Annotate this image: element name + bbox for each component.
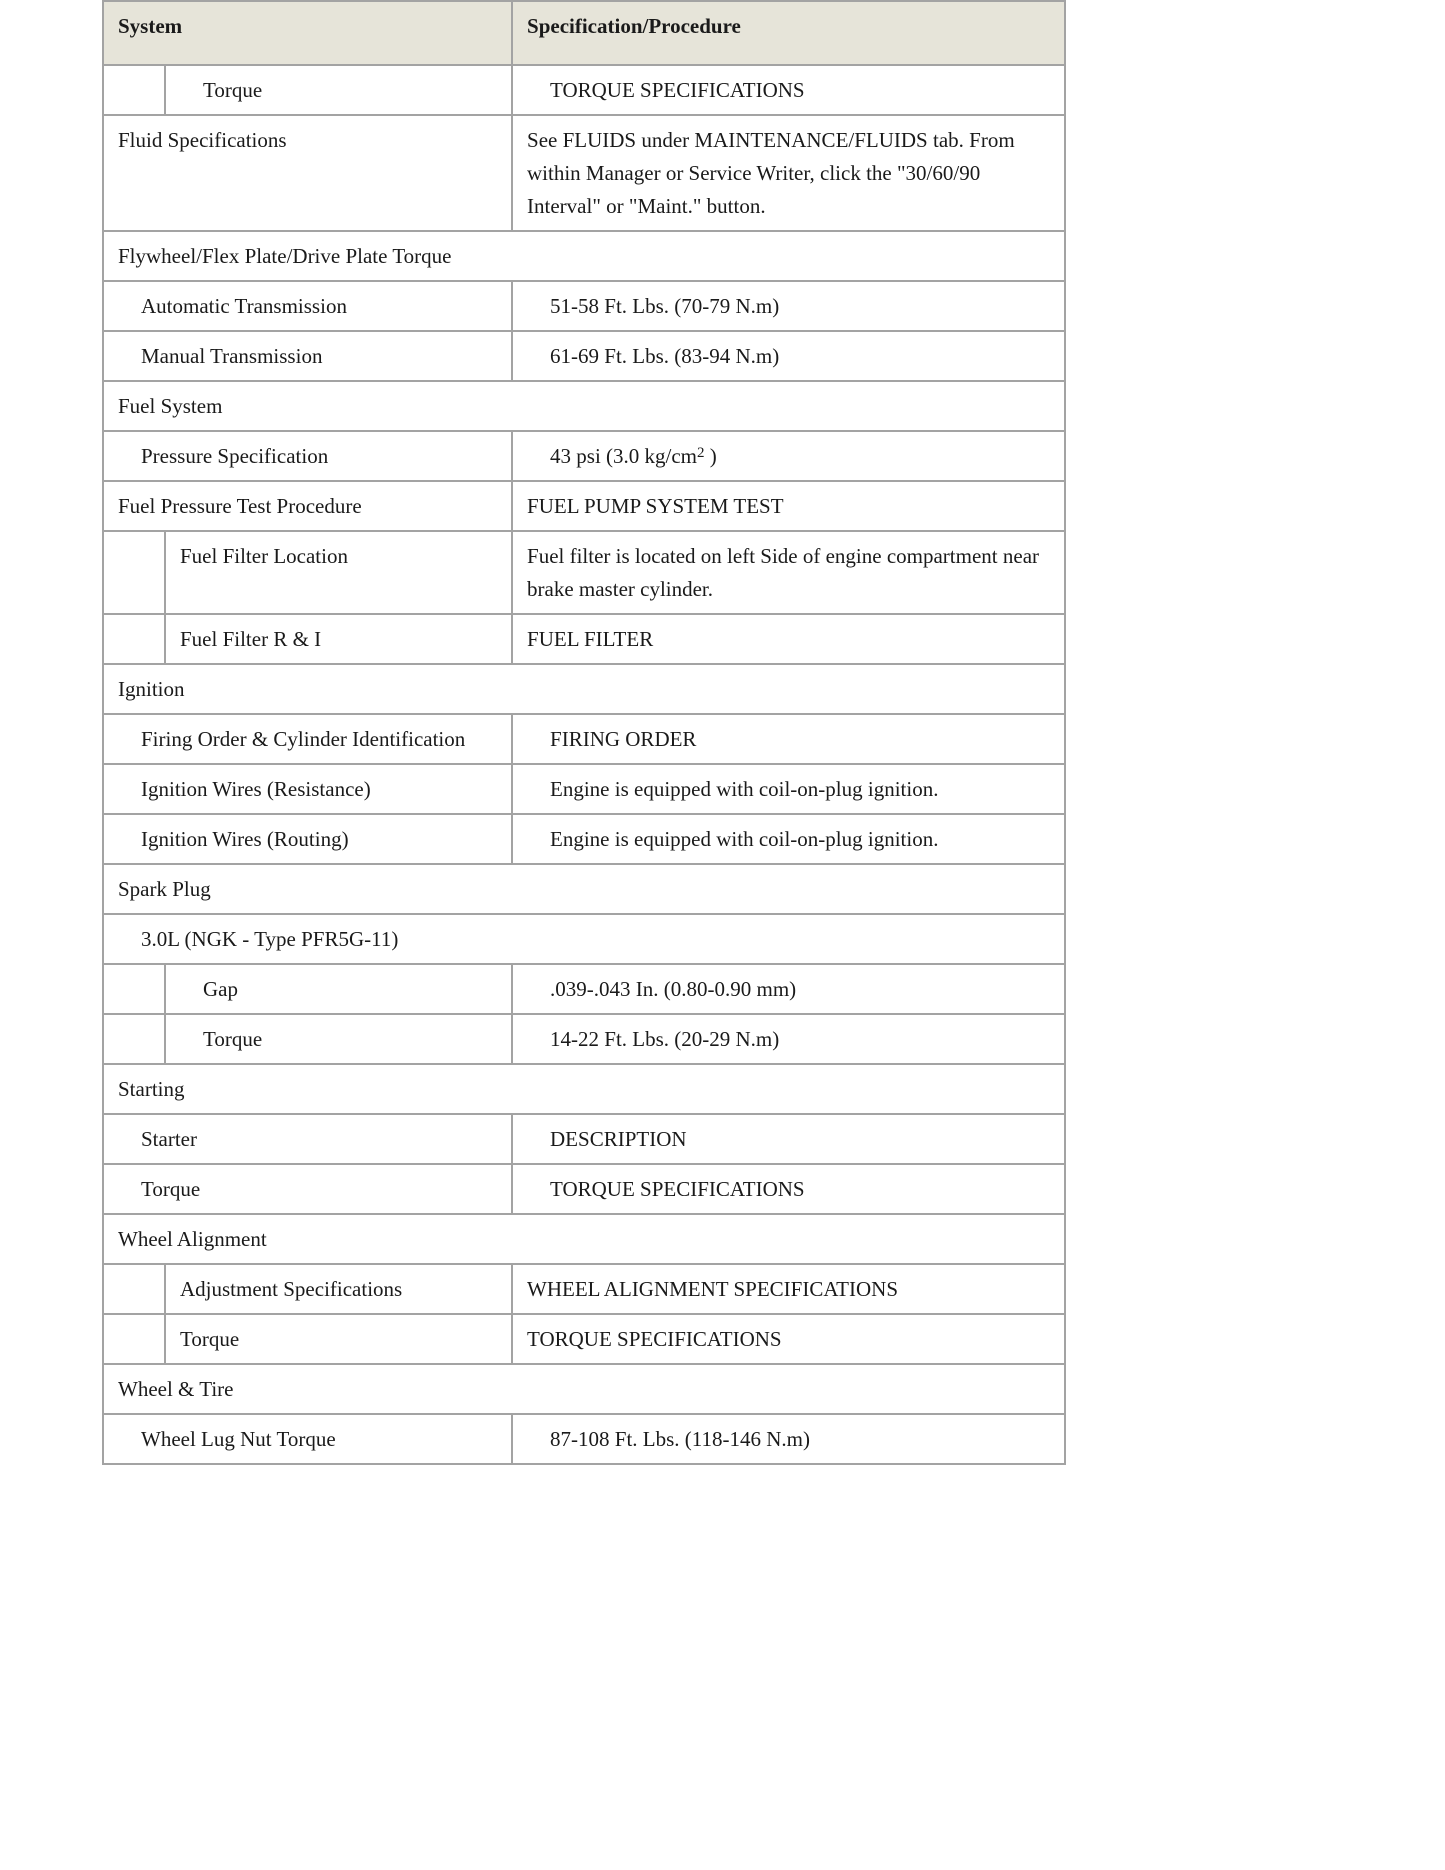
section-row	[103, 381, 1065, 431]
table-row	[103, 281, 1065, 331]
specification-cell: DESCRIPTION	[512, 1114, 1065, 1164]
table-body	[103, 65, 1065, 1464]
table-row	[103, 964, 1065, 1014]
table-row	[103, 1164, 1065, 1214]
table-row	[103, 431, 1065, 481]
table-row	[103, 481, 1065, 531]
indent-spacer-cell	[103, 1014, 165, 1064]
specification-cell: TORQUE SPECIFICATIONS	[512, 65, 1065, 115]
system-cell: Torque	[165, 1014, 512, 1064]
section-row	[103, 914, 1065, 964]
table-row	[103, 65, 1065, 115]
specification-cell: TORQUE SPECIFICATIONS	[512, 1314, 1065, 1364]
value-superscript: 2	[697, 445, 705, 461]
system-cell: Adjustment Specifications	[165, 1264, 512, 1314]
system-cell: Fuel Filter R & I	[165, 614, 512, 664]
system-cell: Torque	[103, 1164, 512, 1214]
system-cell: Manual Transmission	[103, 331, 512, 381]
section-row	[103, 231, 1065, 281]
system-cell: Torque	[165, 65, 512, 115]
specification-cell: FUEL PUMP SYSTEM TEST	[512, 481, 1065, 531]
indent-spacer-cell	[103, 964, 165, 1014]
section-row	[103, 864, 1065, 914]
table-row	[103, 531, 1065, 614]
system-cell: Fuel Pressure Test Procedure	[103, 481, 512, 531]
table-row	[103, 1314, 1065, 1364]
specifications-table	[102, 0, 1066, 1465]
specification-cell: FIRING ORDER	[512, 714, 1065, 764]
table-row	[103, 614, 1065, 664]
specification-cell: TORQUE SPECIFICATIONS	[512, 1164, 1065, 1214]
table-header-row	[103, 1, 1065, 65]
specification-cell: .039-.043 In. (0.80-0.90 mm)	[512, 964, 1065, 1014]
specification-cell: 61-69 Ft. Lbs. (83-94 N.m)	[512, 331, 1065, 381]
indent-spacer-cell	[103, 65, 165, 115]
table-row	[103, 1014, 1065, 1064]
section-row	[103, 1364, 1065, 1414]
system-cell: Automatic Transmission	[103, 281, 512, 331]
section-label: Wheel Alignment	[103, 1214, 1065, 1264]
table-row	[103, 764, 1065, 814]
table-row	[103, 814, 1065, 864]
system-cell: Ignition Wires (Routing)	[103, 814, 512, 864]
specification-cell: Engine is equipped with coil-on-plug ignition.	[512, 814, 1065, 864]
value-text-suffix: )	[704, 444, 717, 468]
table-row	[103, 1264, 1065, 1314]
specification-cell: WHEEL ALIGNMENT SPECIFICATIONS	[512, 1264, 1065, 1314]
system-cell: Pressure Specification	[103, 431, 512, 481]
section-label: Flywheel/Flex Plate/Drive Plate Torque	[103, 231, 1065, 281]
specification-cell: 51-58 Ft. Lbs. (70-79 N.m)	[512, 281, 1065, 331]
specification-cell	[512, 431, 1065, 481]
specification-cell: FUEL FILTER	[512, 614, 1065, 664]
specification-cell: 87-108 Ft. Lbs. (118-146 N.m)	[512, 1414, 1065, 1464]
column-header-system: System	[103, 1, 512, 65]
subsection-label: 3.0L (NGK - Type PFR5G-11)	[103, 914, 1065, 964]
section-label: Starting	[103, 1064, 1065, 1114]
section-label: Spark Plug	[103, 864, 1065, 914]
section-label: Fuel System	[103, 381, 1065, 431]
table-row	[103, 1414, 1065, 1464]
value-text: 43 psi (3.0 kg/cm	[550, 444, 698, 468]
column-header-specification: Specification/Procedure	[512, 1, 1065, 65]
table-row	[103, 1114, 1065, 1164]
section-row	[103, 664, 1065, 714]
table-row	[103, 115, 1065, 231]
system-cell: Firing Order & Cylinder Identification	[103, 714, 512, 764]
specification-cell: Engine is equipped with coil-on-plug ignition.	[512, 764, 1065, 814]
section-row	[103, 1064, 1065, 1114]
system-cell: Torque	[165, 1314, 512, 1364]
system-cell: Ignition Wires (Resistance)	[103, 764, 512, 814]
section-label: Wheel & Tire	[103, 1364, 1065, 1414]
section-label: Ignition	[103, 664, 1065, 714]
system-cell: Fluid Specifications	[103, 115, 512, 231]
specification-cell: Fuel filter is located on left Side of engine compartment near brake master cylinder.	[512, 531, 1065, 614]
specification-cell: See FLUIDS under MAINTENANCE/FLUIDS tab. From within Manager or Service Writer, click the "30/60/90 Interval" or "Maint." button.	[512, 115, 1065, 231]
indent-spacer-cell	[103, 1264, 165, 1314]
system-cell: Fuel Filter Location	[165, 531, 512, 614]
indent-spacer-cell	[103, 614, 165, 664]
section-row	[103, 1214, 1065, 1264]
indent-spacer-cell	[103, 1314, 165, 1364]
system-cell: Starter	[103, 1114, 512, 1164]
specification-cell: 14-22 Ft. Lbs. (20-29 N.m)	[512, 1014, 1065, 1064]
system-cell: Wheel Lug Nut Torque	[103, 1414, 512, 1464]
indent-spacer-cell	[103, 531, 165, 614]
table-row	[103, 714, 1065, 764]
system-cell: Gap	[165, 964, 512, 1014]
table-row	[103, 331, 1065, 381]
